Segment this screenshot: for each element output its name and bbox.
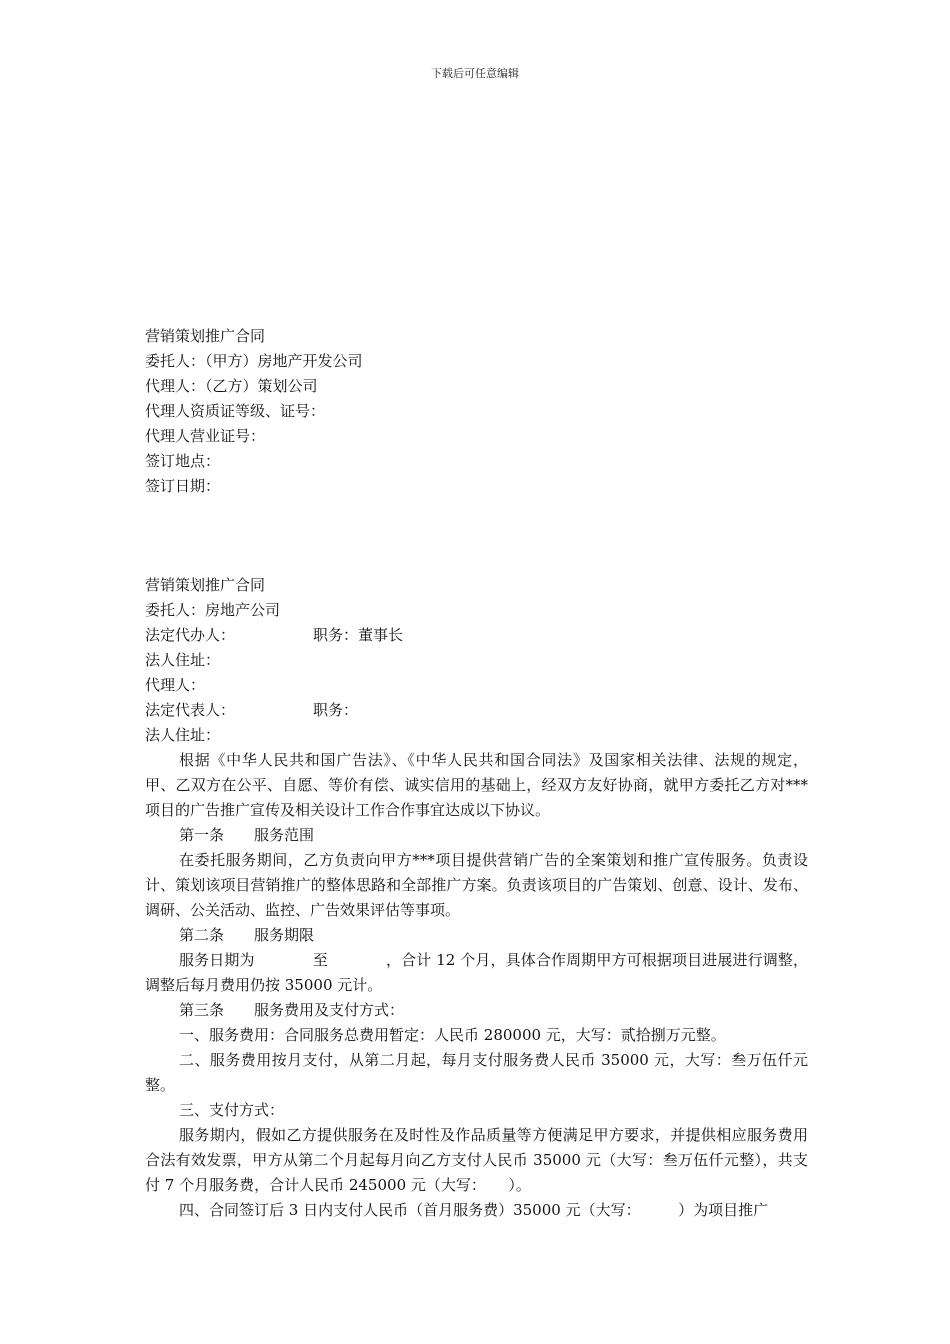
cover-title: 营销策划推广合同 bbox=[145, 327, 266, 345]
contract-principal: 委托人：房地产公司 bbox=[145, 601, 281, 619]
service-date-to: 至 bbox=[312, 951, 328, 969]
legal-rep2-label: 法定代表人： bbox=[145, 701, 236, 719]
legal-rep-label: 法定代办人： bbox=[145, 626, 236, 644]
legal-rep-position: 职务：董事长 bbox=[313, 626, 404, 644]
article-3-item-2: 二、服务费用按月支付，从第二月起，每月支付服务费人民币 35000 元，大写：叁万伍仟元整。 bbox=[145, 1051, 808, 1094]
cover-sign-place: 签订地点： bbox=[145, 452, 221, 470]
legal-address-1: 法人住址： bbox=[145, 651, 221, 669]
cover-agent: 代理人：（乙方）策划公司 bbox=[145, 377, 318, 395]
article-3-item-1: 一、服务费用：合同服务总费用暂定：人民币 280000 元，大写：贰拾捌万元整。 bbox=[179, 1026, 726, 1044]
article-2-body bbox=[145, 948, 808, 998]
cover-agent-license: 代理人营业证号： bbox=[145, 427, 266, 445]
intro-paragraph: 根据《中华人民共和国广告法》、《中华人民共和国合同法》及国家相关法律、法规的规定，甲、乙双方在公平、自愿、等价有偿、诚实信用的基础上，经双方友好协商，就甲方委托乙方对***项目的广告推广宣传及相关设计工作合作事宜达成以下协议。 bbox=[145, 751, 808, 819]
article-1-title: 第一条 服务范围 bbox=[179, 826, 315, 844]
article-3-title: 第三条 服务费用及支付方式： bbox=[179, 1001, 405, 1019]
legal-rep2-position: 职务： bbox=[313, 701, 359, 719]
legal-address-2: 法人住址： bbox=[145, 726, 221, 744]
cover-principal: 委托人：（甲方）房地产开发公司 bbox=[145, 352, 363, 370]
cover-agent-qualification: 代理人资质证等级、证号： bbox=[145, 402, 326, 420]
article-1-body: 在委托服务期间，乙方负责向甲方***项目提供营销广告的全案策划和推广宣传服务。负责设计、策划该项目营销推广的整体思路和全部推广方案。负责该项目的广告策划、创意、设计、发布、调研、公关活动、监控、广告效果评估等事项。 bbox=[145, 851, 808, 919]
article-3-item-4: 四、合同签订后 3 日内支付人民币（首月服务费）35000 元（大写： ）为项目推广 bbox=[179, 1201, 769, 1219]
legal-rep-row bbox=[145, 623, 808, 648]
contract-agent: 代理人： bbox=[145, 676, 206, 694]
header-note: 下载后可任意编辑 bbox=[431, 67, 519, 80]
article-3-payment-detail: 服务期内，假如乙方提供服务在及时性及作品质量等方便满足甲方要求，并提供相应服务费用合法有效发票，甲方从第二个月起每月向乙方支付人民币 35000 元（大写：叁万伍仟元整），共支付 7 个月服务费，合计人民币 245000 元（大写： ）。 bbox=[145, 1126, 808, 1194]
service-date-rest: ，合计 12 个月，具体合作周期甲方可根据项目进展进行调整，调整后每月费用仍按 35000 元计。 bbox=[145, 951, 808, 994]
service-date-label: 服务日期为 bbox=[179, 951, 255, 969]
legal-rep2-row bbox=[145, 698, 808, 723]
article-3-item-3: 三、支付方式： bbox=[179, 1101, 285, 1119]
article-2-title: 第二条 服务期限 bbox=[179, 926, 315, 944]
cover-section bbox=[145, 324, 808, 499]
cover-sign-date: 签订日期： bbox=[145, 477, 221, 495]
contract-title: 营销策划推广合同 bbox=[145, 576, 266, 594]
contract-section bbox=[145, 573, 808, 1223]
